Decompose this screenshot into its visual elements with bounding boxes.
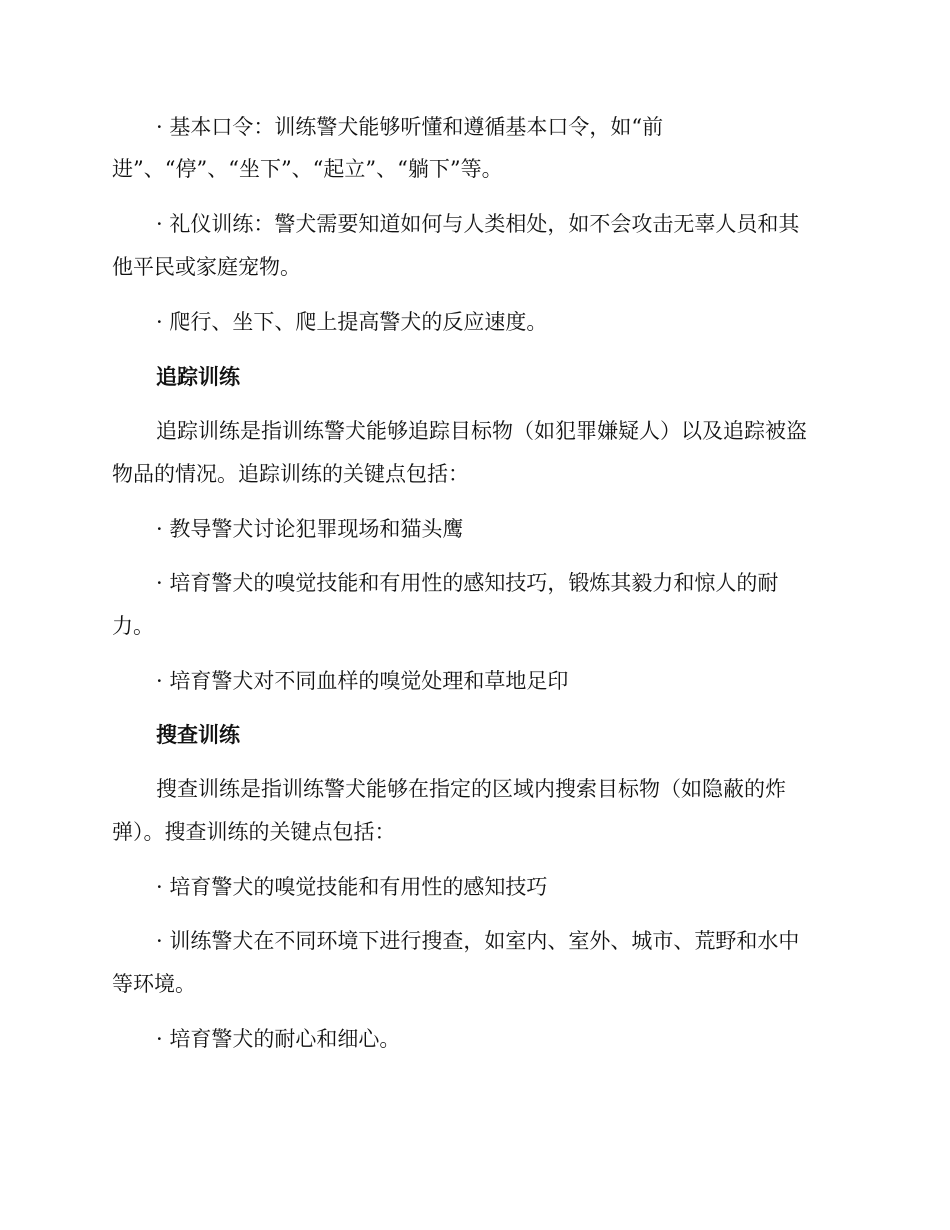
bullet-crawl-sit: · 爬行、坐下、爬上提高警犬的反应速度。 xyxy=(156,310,548,334)
bullet-smell-skills: · 培育警犬的嗅觉技能和有用性的感知技巧，锻炼其毅力和惊人的耐 xyxy=(156,571,779,595)
section-heading-search: 搜查训练 xyxy=(156,722,240,747)
paragraph-search-continued: 弹）。搜查训练的关键点包括： xyxy=(112,820,396,844)
bullet-search-environments: · 训练警犬在不同环境下进行搜查，如室内、室外、城市、荒野和水中 xyxy=(156,929,800,953)
section-heading-tracking: 追踪训练 xyxy=(156,364,240,389)
bullet-search-smell-skills: · 培育警犬的嗅觉技能和有用性的感知技巧 xyxy=(156,875,548,899)
bullet-basic-commands: · 基本口令：训练警犬能够听懂和遵循基本口令，如“前 xyxy=(156,115,664,139)
paragraph-tracking-continued: 物品的情况。追踪训练的关键点包括： xyxy=(112,462,469,486)
bullet-patience: · 培育警犬的耐心和细心。 xyxy=(156,1027,401,1051)
bullet-basic-commands-continued: 进”、“停”、“坐下”、“起立”、“躺下”等。 xyxy=(112,157,503,181)
paragraph-search: 搜查训练是指训练警犬能够在指定的区域内搜索目标物（如隐蔽的炸 xyxy=(156,777,786,801)
bullet-etiquette-training: · 礼仪训练：警犬需要知道如何与人类相处，如不会攻击无辜人员和其 xyxy=(156,212,800,236)
bullet-search-environments-continued: 等环境。 xyxy=(112,972,196,996)
bullet-crime-scene: · 教导警犬讨论犯罪现场和猫头鹰 xyxy=(156,517,464,541)
paragraph-tracking: 追踪训练是指训练警犬能够追踪目标物（如犯罪嫌疑人）以及追踪被盗 xyxy=(156,419,807,443)
bullet-etiquette-training-continued: 他平民或家庭宠物。 xyxy=(112,255,301,279)
bullet-smell-skills-continued: 力。 xyxy=(112,614,154,638)
bullet-blood-samples: · 培育警犬对不同血样的嗅觉处理和草地足印 xyxy=(156,669,569,693)
